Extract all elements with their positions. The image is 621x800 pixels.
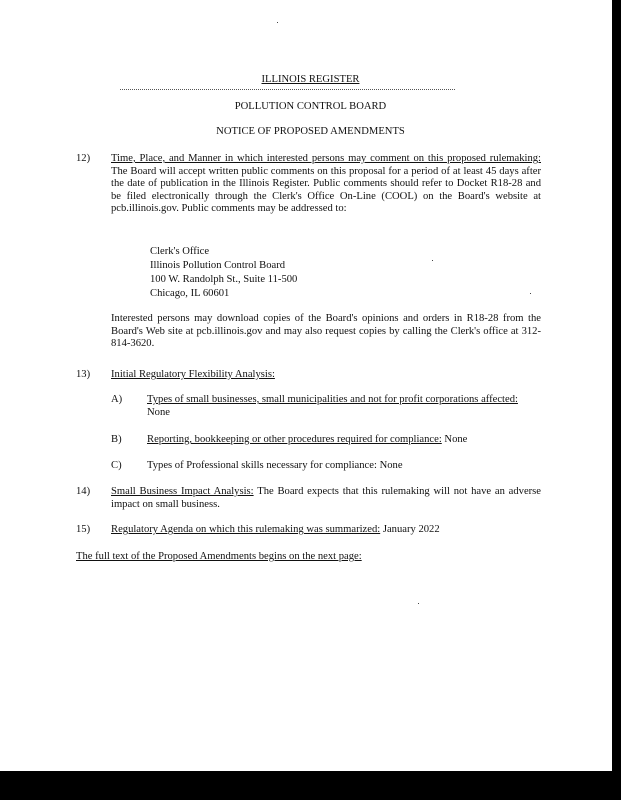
item-12-number: 12) bbox=[76, 153, 91, 164]
address-line: Clerk's Office bbox=[150, 246, 210, 257]
scan-speck bbox=[418, 603, 419, 604]
item-13-c-letter: C) bbox=[111, 460, 122, 471]
full-text-note: The full text of the Proposed Amendments begins on the next page: bbox=[76, 551, 362, 562]
item-13-a-text: Types of small businesses, small municipalities and not for profit corporations affected: None bbox=[147, 394, 518, 418]
item-13-b-letter: B) bbox=[111, 434, 122, 445]
item-14-number: 14) bbox=[76, 486, 91, 497]
scan-bottom-shadow bbox=[0, 771, 621, 800]
item-12-heading: Time, Place, and Manner in which interested persons may comment on this proposed rulemaking: bbox=[111, 153, 541, 164]
agency-title: POLLUTION CONTROL BOARD bbox=[234, 101, 387, 112]
notice-title: NOTICE OF PROPOSED AMENDMENTS bbox=[216, 126, 405, 137]
header-rule bbox=[120, 89, 455, 90]
clerk-address bbox=[150, 246, 450, 302]
item-13-number: 13) bbox=[76, 369, 91, 380]
register-title: ILLINOIS REGISTER bbox=[261, 74, 360, 85]
item-13-c-text: Types of Professional skills necessary for compliance: None bbox=[147, 460, 403, 471]
item-15-number: 15) bbox=[76, 524, 91, 535]
item-13-a-letter: A) bbox=[111, 394, 123, 405]
address-line: Chicago, IL 60601 bbox=[150, 288, 230, 299]
scan-edge-shadow bbox=[612, 0, 621, 800]
address-line: 100 W. Randolph St., Suite 11-500 bbox=[150, 274, 298, 285]
item-13-heading: Initial Regulatory Flexibility Analysis: bbox=[111, 369, 275, 380]
scan-speck bbox=[277, 22, 278, 23]
item-12-paragraph bbox=[111, 153, 541, 216]
item-14-paragraph: Small Business Impact Analysis: The Board expects that this rulemaking will not have an adverse impact on small business. bbox=[111, 486, 542, 510]
item-15-text: Regulatory Agenda on which this rulemaking was summarized: January 2022 bbox=[111, 524, 440, 535]
item-12-download: Interested persons may download copies of the Board's opinions and orders in R18-28 from the Board's Web site at pcb.illinois.gov and may also request copies by calling the Clerk's office at 312-814-3620. bbox=[111, 313, 541, 350]
item-12-body: The Board will accept written public comments on this proposal for a period of at least 45 days after the date of publication in the Illinois Register. Public comments should refer to Docket R18-28 and be filed electronically through the Clerk's Office On-Line (COOL) on the Board's website at pcb.illinois.gov. Public comments may be addressed to: bbox=[111, 165, 541, 215]
address-line: Illinois Pollution Control Board bbox=[150, 260, 286, 271]
scan-speck bbox=[530, 293, 531, 294]
item-13-b-text: Reporting, bookkeeping or other procedures required for compliance: None bbox=[147, 434, 468, 445]
